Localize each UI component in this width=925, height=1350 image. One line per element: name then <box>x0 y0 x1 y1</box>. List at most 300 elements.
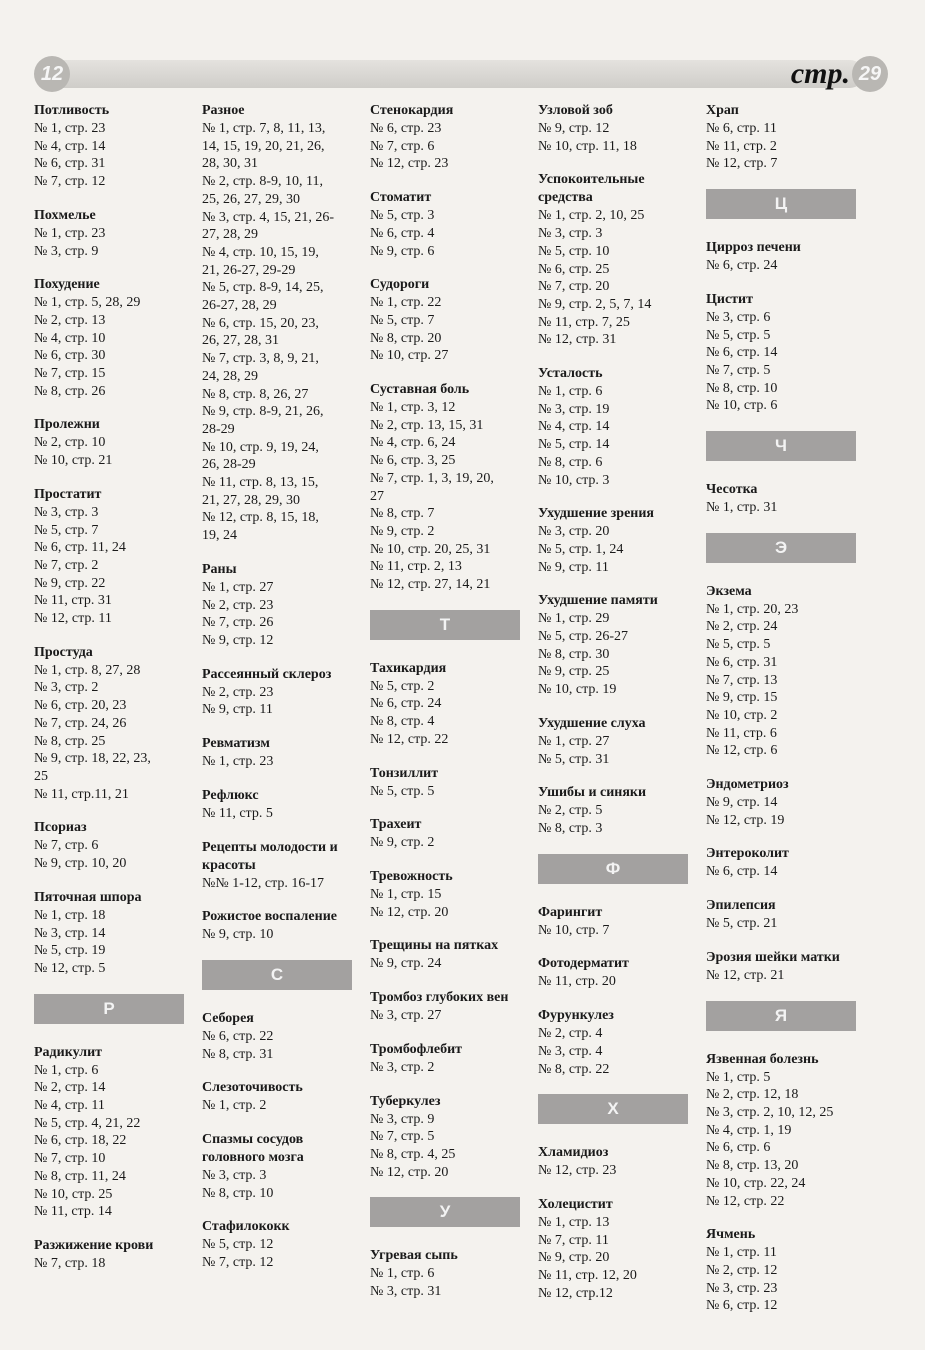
entry-term: Узловой зоб <box>538 103 613 118</box>
entry-reference: № 8, стр. 11, 24 <box>34 1168 126 1184</box>
entry-term: Стенокардия <box>370 103 454 118</box>
entry-reference: № 1, стр. 29 <box>538 611 610 627</box>
index-entry <box>34 819 194 872</box>
entry-reference: № 11, стр. 20 <box>538 974 616 990</box>
entry-reference: № 12, стр. 7 <box>706 156 778 172</box>
entry-term: Тромбофлебит <box>370 1041 463 1057</box>
index-entry <box>706 102 866 173</box>
index-entry <box>706 291 866 415</box>
entry-reference: № 7, стр. 18 <box>34 1255 106 1271</box>
entry-reference: № 12, стр. 5 <box>34 960 106 976</box>
index-entry <box>538 505 698 576</box>
entry-reference: № 7, стр. 15 <box>34 366 106 382</box>
entry-term: Потливость <box>34 103 110 118</box>
entry-reference: № 8, стр. 22 <box>538 1061 610 1077</box>
entry-reference: № 5, стр. 4, 21, 22 <box>34 1115 141 1131</box>
entry-reference: № 7, стр. 5 <box>706 362 771 378</box>
entry-reference: № 7, стр. 12 <box>34 174 106 190</box>
entry-reference: № 3, стр. 3 <box>538 226 603 242</box>
index-entry <box>706 949 866 985</box>
entry-reference: № 5, стр. 7 <box>34 522 99 538</box>
entry-reference: № 7, стр. 13 <box>706 672 778 688</box>
entry-term: Себорея <box>202 1010 254 1026</box>
entry-reference: № 12, стр. 23 <box>538 1163 617 1179</box>
letter-divider: Э <box>706 533 856 563</box>
entry-term: Радикулит <box>34 1044 103 1060</box>
entry-reference: № 7, стр. 3, 8, 9, 21, <box>202 351 319 367</box>
entry-reference: № 2, стр. 12, 18 <box>706 1087 799 1103</box>
left-page-number: 12 <box>34 56 70 92</box>
entry-reference: № 1, стр. 15 <box>370 886 442 902</box>
letter-divider: Ч <box>706 431 856 461</box>
entry-reference: № 9, стр. 22 <box>34 575 106 591</box>
entry-reference: № 6, стр. 23 <box>370 121 442 136</box>
entry-reference: № 9, стр. 10, 20 <box>34 856 127 872</box>
entry-reference: № 11, стр. 8, 13, 15, <box>202 475 319 491</box>
entry-reference: № 3, стр. 3 <box>34 504 99 520</box>
index-entry <box>34 207 194 260</box>
entry-reference: № 9, стр. 2 <box>370 523 435 539</box>
entry-reference: № 3, стр. 27 <box>370 1008 442 1024</box>
entry-reference: № 5, стр. 3 <box>370 208 435 224</box>
entry-reference: № 7, стр. 2 <box>34 557 99 573</box>
entry-reference: № 6, стр. 20, 23 <box>34 698 127 714</box>
entry-reference: № 1, стр. 13 <box>538 1214 610 1230</box>
entry-reference: № 4, стр. 10 <box>34 330 106 346</box>
index-entry <box>370 1093 530 1182</box>
entry-reference: № 8, стр. 8, 26, 27 <box>202 386 309 402</box>
index-entry <box>538 1196 698 1303</box>
index-entry <box>538 1007 698 1078</box>
entry-term: Цистит <box>706 291 753 307</box>
index-entry <box>34 1044 194 1221</box>
entry-reference: № 4, стр. 14 <box>34 138 106 154</box>
entry-term: Ухудшение памяти <box>538 593 658 609</box>
entry-reference: № 9, стр. 24 <box>370 956 442 972</box>
index-entry <box>202 1010 362 1063</box>
index-entry <box>34 416 194 469</box>
entry-reference: № 7, стр. 10 <box>34 1151 106 1167</box>
entry-reference: № 10, стр. 2 <box>706 707 778 723</box>
entry-reference: № 9, стр. 10 <box>202 927 274 943</box>
index-entry <box>706 239 866 275</box>
entry-reference: № 3, стр. 19 <box>538 401 610 417</box>
entry-reference: № 5, стр. 21 <box>706 916 778 932</box>
entry-term: Успокоительные средства <box>538 172 645 206</box>
entry-reference: № 4, стр. 1, 19 <box>706 1122 792 1138</box>
entry-reference: № 3, стр. 3 <box>202 1168 267 1184</box>
index-entry <box>370 765 530 801</box>
index-entry <box>706 1226 866 1315</box>
entry-reference: № 8, стр. 25 <box>34 733 106 749</box>
entry-term: Ячмень <box>706 1227 756 1243</box>
entry-reference: № 1, стр. 23 <box>202 754 274 770</box>
entry-reference: 26, 28-29 <box>202 457 256 473</box>
entry-reference: № 9, стр. 6 <box>370 243 435 259</box>
entry-reference: № 1, стр. 20, 23 <box>706 601 799 617</box>
index-entry <box>538 171 698 349</box>
entry-term: Храп <box>706 103 739 118</box>
entry-reference: № 1, стр. 7, 8, 11, 13, <box>202 121 326 136</box>
entry-reference: № 5, стр. 5 <box>706 637 771 653</box>
entry-reference: № 2, стр. 8-9, 10, 11, <box>202 174 324 190</box>
entry-reference: № 4, стр. 14 <box>538 419 610 435</box>
entry-reference: № 7, стр. 6 <box>370 138 435 154</box>
index-entry <box>370 937 530 973</box>
entry-term: Фурункулез <box>538 1008 614 1024</box>
entry-term: Раны <box>202 561 237 577</box>
entry-reference: № 6, стр. 3, 25 <box>370 453 456 469</box>
entry-reference: № 12, стр. 23 <box>370 156 449 172</box>
entry-reference: № 1, стр. 5, 28, 29 <box>34 295 141 311</box>
entry-reference: № 5, стр. 31 <box>538 751 610 767</box>
index-entry <box>706 481 866 517</box>
entry-reference: № 6, стр. 12 <box>706 1298 778 1314</box>
index-column-4 <box>538 102 698 1318</box>
entry-reference: № 2, стр. 23 <box>202 597 274 613</box>
entry-term: Простатит <box>34 486 102 502</box>
entry-reference: № 3, стр. 2 <box>370 1059 435 1075</box>
entry-reference: № 3, стр. 31 <box>370 1284 442 1300</box>
index-entry <box>706 897 866 933</box>
entry-reference: № 12, стр. 11 <box>34 611 112 627</box>
index-column-2 <box>202 102 362 1288</box>
entry-reference: № 1, стр. 18 <box>34 907 106 923</box>
entry-reference: № 10, стр. 3 <box>538 472 610 488</box>
entry-term: Трахеит <box>370 817 422 833</box>
entry-term: Рассеянный склероз <box>202 666 332 682</box>
entry-reference: № 8, стр. 10 <box>202 1185 274 1201</box>
entry-reference: № 6, стр. 14 <box>706 864 778 880</box>
entry-term: Туберкулез <box>370 1093 441 1109</box>
entry-reference: № 1, стр. 2, 10, 25 <box>538 208 645 224</box>
entry-reference: 27 <box>370 488 384 504</box>
index-entry <box>34 276 194 400</box>
entry-reference: № 8, стр. 10 <box>706 380 778 396</box>
entry-reference: 25 <box>34 768 48 784</box>
entry-term: Эрозия шейки матки <box>706 949 840 965</box>
entry-reference: № 3, стр. 2 <box>34 680 99 696</box>
entry-reference: № 3, стр. 4 <box>538 1043 603 1059</box>
index-entry <box>538 1144 698 1180</box>
entry-reference: № 1, стр. 8, 27, 28 <box>34 662 141 678</box>
entry-term: Тонзиллит <box>370 765 439 781</box>
entry-reference: № 3, стр. 9 <box>370 1111 435 1127</box>
entry-reference: № 9, стр. 18, 22, 23, <box>34 751 151 767</box>
entry-reference: № 1, стр. 22 <box>370 295 442 311</box>
entry-term: Стафилококк <box>202 1219 290 1235</box>
index-entry <box>370 868 530 921</box>
entry-reference: № 10, стр. 7 <box>538 922 610 938</box>
entry-reference: № 8, стр. 3 <box>538 820 603 836</box>
entry-reference: № 6, стр. 6 <box>706 1140 771 1156</box>
entry-reference: № 5, стр. 5 <box>706 327 771 343</box>
entry-reference: № 2, стр. 12 <box>706 1262 778 1278</box>
entry-reference: № 9, стр. 11 <box>538 559 609 575</box>
index-entry <box>34 102 194 191</box>
entry-reference: № 11, стр. 2 <box>706 138 777 154</box>
entry-reference: 19, 24 <box>202 528 237 544</box>
entry-reference: №№ 1-12, стр. 16-17 <box>202 875 325 891</box>
entry-reference: № 5, стр. 10 <box>538 243 610 259</box>
entry-term: Разжижение крови <box>34 1237 154 1253</box>
entry-reference: № 1, стр. 11 <box>706 1245 777 1261</box>
entry-reference: 26, 27, 28, 31 <box>202 333 279 349</box>
entry-reference: 21, 27, 28, 29, 30 <box>202 492 300 508</box>
entry-reference: № 5, стр. 8-9, 14, 25, <box>202 280 324 296</box>
entry-term: Экзема <box>706 583 752 599</box>
entry-reference: № 2, стр. 4 <box>538 1026 603 1042</box>
index-entry <box>202 1131 362 1202</box>
index-entry <box>370 1247 530 1300</box>
entry-reference: № 1, стр. 23 <box>34 225 106 241</box>
page-label: стр. <box>790 57 850 90</box>
entry-reference: № 12, стр. 27, 14, 21 <box>370 577 491 593</box>
entry-reference: № 8, стр. 31 <box>202 1046 274 1062</box>
index-entry <box>202 561 362 650</box>
entry-term: Цирроз печени <box>706 240 801 256</box>
entry-reference: № 8, стр. 7 <box>370 506 435 522</box>
entry-reference: № 12, стр. 22 <box>706 1193 785 1209</box>
entry-reference: № 4, стр. 11 <box>34 1098 105 1114</box>
entry-term: Ухудшение слуха <box>538 715 646 731</box>
entry-reference: № 2, стр. 13 <box>34 312 106 328</box>
entry-reference: № 3, стр. 6 <box>706 309 771 325</box>
entry-reference: 24, 28, 29 <box>202 368 258 384</box>
entry-reference: № 9, стр. 2 <box>370 835 435 851</box>
entry-reference: № 8, стр. 13, 20 <box>706 1158 799 1174</box>
entry-reference: № 7, стр. 1, 3, 19, 20, <box>370 470 494 486</box>
entry-reference: № 8, стр. 20 <box>370 330 442 346</box>
entry-reference: № 1, стр. 6 <box>538 384 603 400</box>
index-entry <box>370 989 530 1025</box>
entry-reference: № 2, стр. 24 <box>706 619 778 635</box>
entry-term: Фарингит <box>538 904 603 920</box>
entry-term: Похудение <box>34 277 100 293</box>
entry-term: Чесотка <box>706 482 758 498</box>
index-entry <box>370 381 530 594</box>
entry-reference: № 9, стр. 14 <box>706 795 778 811</box>
entry-term: Угревая сыпь <box>370 1248 458 1264</box>
entry-term: Тахикардия <box>370 660 447 676</box>
entry-reference: № 6, стр. 18, 22 <box>34 1133 127 1149</box>
entry-reference: № 9, стр. 12 <box>538 121 610 136</box>
index-entry <box>538 592 698 699</box>
index-entry <box>34 1237 194 1273</box>
entry-reference: № 2, стр. 10 <box>34 435 106 451</box>
entry-reference: № 3, стр. 2, 10, 12, 25 <box>706 1104 834 1120</box>
entry-term: Трещины на пятках <box>370 938 499 954</box>
entry-term: Язвенная болезнь <box>706 1051 819 1067</box>
entry-reference: № 4, стр. 10, 15, 19, <box>202 244 319 260</box>
index-entry <box>370 660 530 749</box>
index-entry <box>202 735 362 771</box>
entry-reference: № 8, стр. 6 <box>538 454 603 470</box>
entry-reference: № 10, стр. 11, 18 <box>538 138 637 154</box>
entry-reference: № 9, стр. 2, 5, 7, 14 <box>538 296 652 312</box>
index-entry <box>706 845 866 881</box>
entry-reference: № 3, стр. 14 <box>34 925 106 941</box>
letter-divider: Я <box>706 1001 856 1031</box>
entry-reference: № 2, стр. 23 <box>202 684 274 700</box>
entry-reference: № 5, стр. 2 <box>370 678 435 694</box>
entry-reference: № 6, стр. 14 <box>706 345 778 361</box>
entry-reference: № 7, стр. 6 <box>34 838 99 854</box>
index-entry <box>202 102 362 545</box>
entry-reference: № 3, стр. 23 <box>706 1280 778 1296</box>
letter-divider: Ц <box>706 189 856 219</box>
entry-term: Разное <box>202 103 245 118</box>
entry-term: Энтероколит <box>706 846 789 862</box>
letter-divider: У <box>370 1197 520 1227</box>
index-entry <box>202 1079 362 1115</box>
index-entry <box>706 1051 866 1211</box>
entry-reference: № 12, стр. 20 <box>370 1164 449 1180</box>
entry-reference: № 11, стр. 12, 20 <box>538 1268 637 1284</box>
entry-reference: № 7, стр. 5 <box>370 1129 435 1145</box>
index-entry <box>34 486 194 628</box>
entry-reference: 26-27, 28, 29 <box>202 298 277 314</box>
index-column-5 <box>706 102 866 1331</box>
entry-reference: № 5, стр. 26-27 <box>538 629 629 645</box>
entry-reference: № 6, стр. 15, 20, 23, <box>202 315 319 331</box>
entry-reference: № 12, стр. 8, 15, 18, <box>202 510 319 526</box>
entry-reference: № 10, стр. 21 <box>34 453 113 469</box>
entry-term: Тревожность <box>370 868 453 884</box>
entry-reference: № 10, стр. 25 <box>34 1186 113 1202</box>
entry-reference: № 6, стр. 11, 24 <box>34 540 126 556</box>
entry-term: Псориаз <box>34 820 87 836</box>
entry-reference: № 1, стр. 3, 12 <box>370 400 456 416</box>
entry-reference: № 11, стр. 7, 25 <box>538 314 630 330</box>
index-entry <box>202 839 362 893</box>
entry-reference: № 3, стр. 4, 15, 21, 26- <box>202 209 335 225</box>
letter-divider: Ф <box>538 854 688 884</box>
entry-reference: № 6, стр. 30 <box>34 348 106 364</box>
entry-reference: 25, 26, 27, 29, 30 <box>202 191 300 207</box>
entry-term: Рефлюкс <box>202 787 259 803</box>
entry-reference: № 5, стр. 5 <box>370 783 435 799</box>
entry-reference: № 12, стр. 21 <box>706 967 785 983</box>
entry-term: Рецепты молодости и красоты <box>202 839 338 873</box>
entry-term: Фотодерматит <box>538 956 629 972</box>
header-bar <box>48 60 864 88</box>
index-entry <box>538 365 698 489</box>
entry-reference: № 2, стр. 14 <box>34 1080 106 1096</box>
index-entry <box>370 816 530 852</box>
entry-reference: № 6, стр. 31 <box>34 156 106 172</box>
entry-reference: № 6, стр. 25 <box>538 261 610 277</box>
index-entry <box>538 904 698 940</box>
index-entry <box>202 787 362 823</box>
entry-reference: № 9, стр. 12 <box>202 632 274 648</box>
entry-term: Простуда <box>34 644 93 660</box>
entry-reference: № 6, стр. 24 <box>370 696 442 712</box>
entry-reference: № 5, стр. 19 <box>34 943 106 959</box>
entry-reference: № 7, стр. 20 <box>538 279 610 295</box>
entry-term: Пяточная шпора <box>34 889 142 905</box>
index-entry <box>370 276 530 365</box>
entry-reference: № 2, стр. 5 <box>538 803 603 819</box>
page-header <box>30 54 894 96</box>
entry-reference: № 1, стр. 6 <box>34 1062 99 1078</box>
letter-divider: Т <box>370 610 520 640</box>
right-page-number: 29 <box>852 56 888 92</box>
entry-reference: № 12, стр.12 <box>538 1285 613 1301</box>
index-column-3 <box>370 102 530 1317</box>
entry-reference: № 3, стр. 9 <box>34 243 99 259</box>
entry-reference: № 1, стр. 5 <box>706 1069 771 1085</box>
index-entry <box>370 102 530 173</box>
entry-reference: № 8, стр. 4 <box>370 714 435 730</box>
index-entry <box>370 1041 530 1077</box>
index-entry <box>202 908 362 944</box>
index-column-1 <box>34 102 194 1289</box>
index-entry <box>34 644 194 804</box>
index-entry <box>538 955 698 991</box>
entry-term: Похмелье <box>34 207 96 223</box>
entry-reference: № 12, стр. 22 <box>370 731 449 747</box>
entry-reference: № 11, стр. 5 <box>202 805 273 821</box>
entry-reference: № 10, стр. 20, 25, 31 <box>370 541 491 557</box>
entry-reference: № 11, стр. 2, 13 <box>370 559 462 575</box>
index-entry <box>370 189 530 260</box>
entry-reference: № 7, стр. 12 <box>202 1255 274 1271</box>
entry-term: Рожистое воспаление <box>202 909 337 925</box>
entry-reference: № 11, стр. 31 <box>34 593 112 609</box>
entry-term: Судороги <box>370 277 430 293</box>
entry-reference: № 9, стр. 11 <box>202 702 273 718</box>
entry-reference: 27, 28, 29 <box>202 227 258 243</box>
index-entry <box>538 715 698 768</box>
entry-reference: № 10, стр. 22, 24 <box>706 1175 806 1191</box>
entry-term: Эндометриоз <box>706 777 789 793</box>
entry-term: Спазмы сосудов головного мозга <box>202 1132 304 1166</box>
entry-reference: № 11, стр.11, 21 <box>34 786 129 802</box>
entry-term: Суставная боль <box>370 382 470 398</box>
entry-reference: № 9, стр. 8-9, 21, 26, <box>202 404 324 420</box>
entry-reference: № 5, стр. 7 <box>370 312 435 328</box>
entry-reference: № 1, стр. 6 <box>370 1266 435 1282</box>
entry-reference: № 7, стр. 26 <box>202 615 274 631</box>
letter-divider: С <box>202 960 352 990</box>
entry-reference: № 2, стр. 13, 15, 31 <box>370 417 484 433</box>
entry-reference: № 5, стр. 14 <box>538 437 610 453</box>
index-entry <box>34 889 194 978</box>
entry-reference: № 6, стр. 22 <box>202 1028 274 1044</box>
entry-reference: № 8, стр. 30 <box>538 646 610 662</box>
entry-reference: № 9, стр. 20 <box>538 1250 610 1266</box>
entry-reference: № 1, стр. 2 <box>202 1098 267 1114</box>
entry-term: Пролежни <box>34 417 100 433</box>
entry-reference: 28, 30, 31 <box>202 156 258 172</box>
entry-reference: № 7, стр. 11 <box>538 1232 609 1248</box>
entry-reference: № 8, стр. 4, 25 <box>370 1146 456 1162</box>
index-entry <box>706 776 866 829</box>
entry-reference: № 9, стр. 15 <box>706 690 778 706</box>
entry-reference: № 10, стр. 6 <box>706 398 778 414</box>
entry-reference: № 11, стр. 6 <box>706 725 777 741</box>
entry-reference: № 9, стр. 25 <box>538 664 610 680</box>
entry-term: Ушибы и синяки <box>538 785 647 801</box>
index-entry <box>706 583 866 760</box>
entry-reference: № 4, стр. 6, 24 <box>370 435 456 451</box>
entry-reference: № 12, стр. 19 <box>706 812 785 828</box>
entry-reference: № 1, стр. 27 <box>202 579 274 595</box>
index-entry <box>202 1218 362 1271</box>
entry-reference: 21, 26-27, 29-29 <box>202 262 296 278</box>
entry-term: Хламидиоз <box>538 1145 609 1161</box>
